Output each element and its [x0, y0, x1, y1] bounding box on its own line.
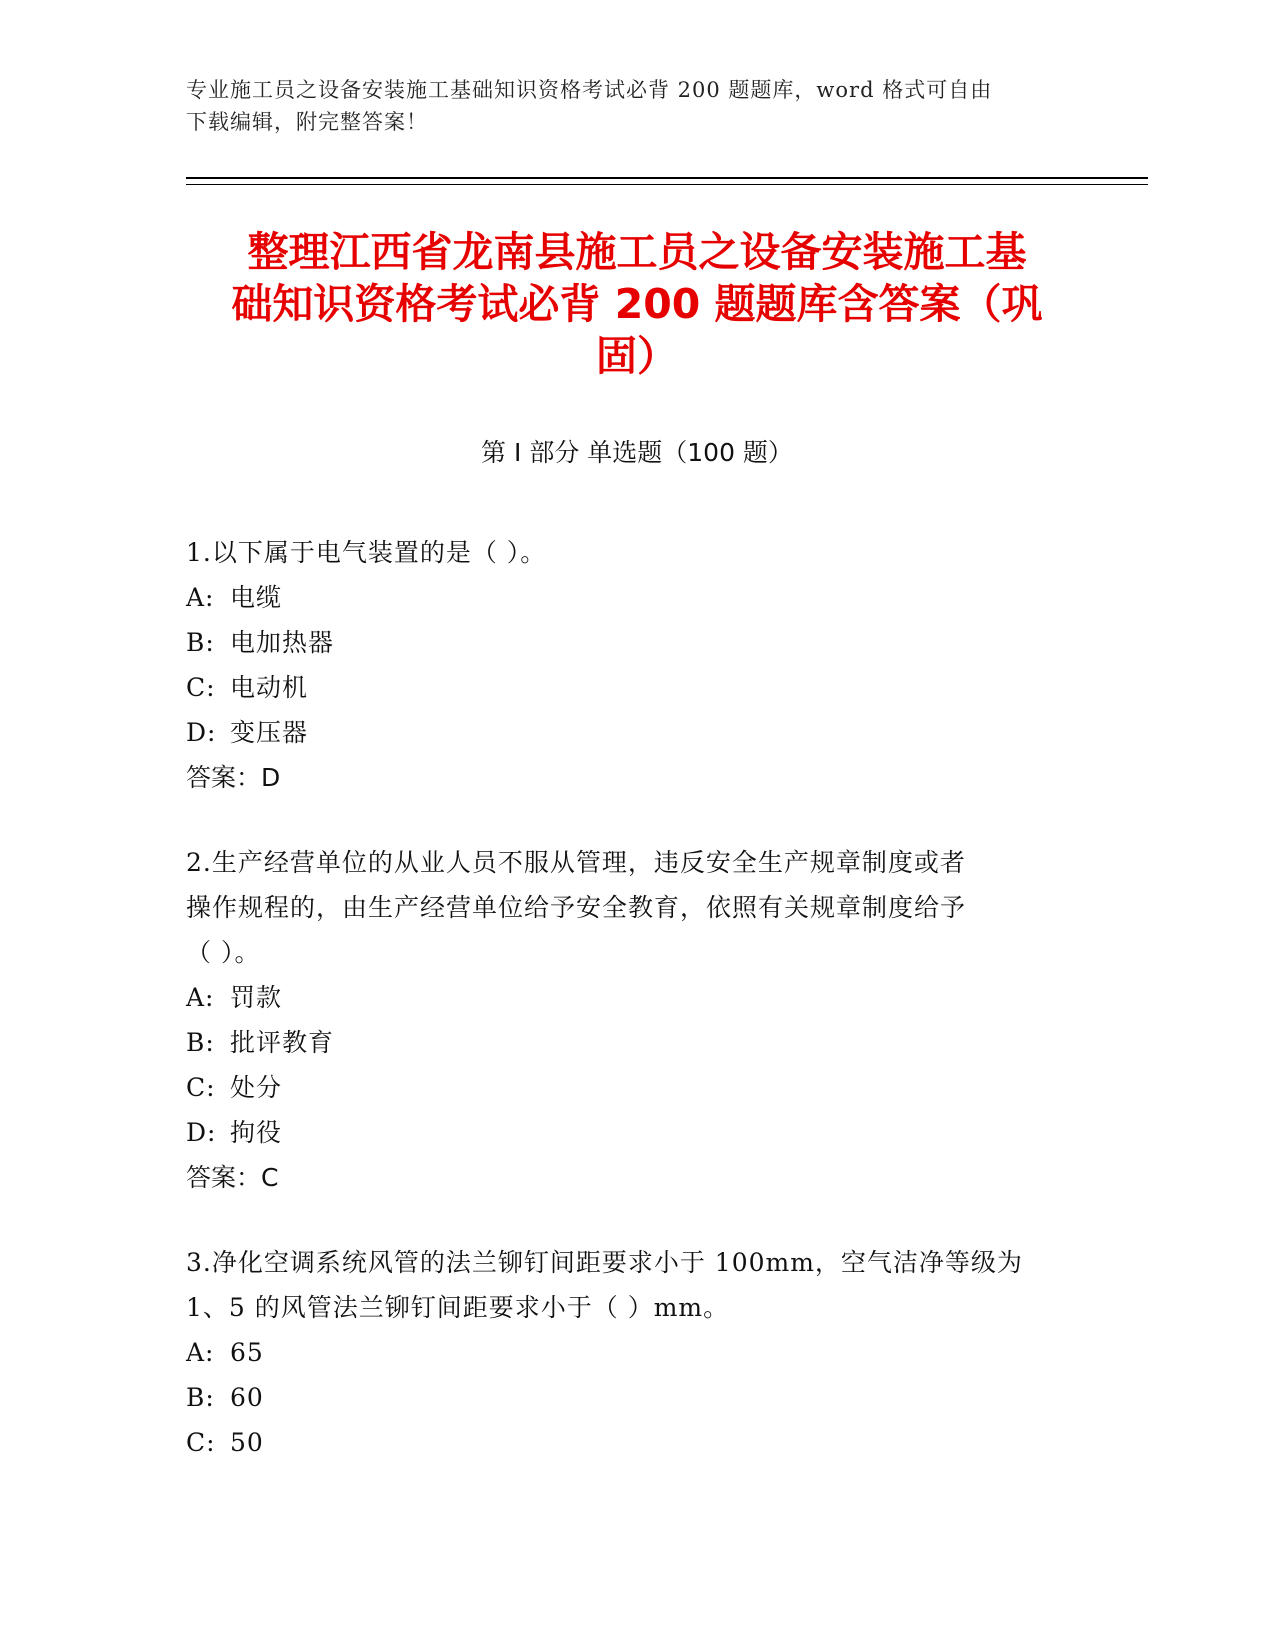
- document-title: [186, 226, 1088, 382]
- option-letter: C:: [186, 673, 216, 702]
- question-1-text: 1.以下属于电气装置的是（ ）。: [186, 538, 547, 567]
- question-3: [186, 1240, 1091, 1465]
- option-text: 罚款: [230, 983, 283, 1012]
- question-2-text-line-2: 操作规程的，由生产经营单位给予安全教育，依照有关规章制度给予: [186, 893, 967, 922]
- title-line-2: 础知识资格考试必背 200 题题库含答案（巩: [231, 280, 1043, 328]
- option-letter: A:: [186, 583, 215, 612]
- option-letter: D:: [186, 718, 217, 747]
- question-2-text-line-1: 2.生产经营单位的从业人员不服从管理，违反安全生产规章制度或者: [186, 848, 966, 877]
- option-text: 变压器: [230, 718, 309, 747]
- header-divider-thin: [186, 184, 1148, 185]
- header-note: [186, 74, 1086, 138]
- question-3-text-line-2: 1、5 的风管法兰铆钉间距要求小于（ ）mm。: [186, 1293, 730, 1322]
- question-list: [186, 530, 1091, 1505]
- question-1: [186, 530, 1091, 800]
- option-text: 50: [230, 1428, 264, 1457]
- question-3-option-c: [186, 1420, 1091, 1465]
- option-text: 处分: [230, 1073, 283, 1102]
- question-1-answer: 答案：D: [186, 763, 281, 792]
- title-line-3: 固）: [596, 332, 678, 380]
- question-1-option-d: [186, 710, 1091, 755]
- option-letter: B:: [186, 628, 215, 657]
- header-note-line-1: 专业施工员之设备安装施工基础知识资格考试必背 200 题题库，word 格式可自由: [186, 78, 993, 102]
- question-3-option-a: [186, 1330, 1091, 1375]
- option-letter: D:: [186, 1118, 217, 1147]
- option-letter: B:: [186, 1383, 215, 1412]
- option-text: 电动机: [230, 673, 309, 702]
- header-note-line-2: 下载编辑，附完整答案！: [186, 110, 428, 134]
- question-2: [186, 840, 1091, 1200]
- question-2-option-c: [186, 1065, 1091, 1110]
- question-2-option-d: [186, 1110, 1091, 1155]
- question-2-option-a: [186, 975, 1091, 1020]
- option-letter: C:: [186, 1428, 216, 1457]
- option-letter: C:: [186, 1073, 216, 1102]
- option-letter: A:: [186, 1338, 215, 1367]
- title-line-1: 整理江西省龙南县施工员之设备安装施工基: [247, 228, 1027, 276]
- option-text: 批评教育: [230, 1028, 335, 1057]
- option-text: 65: [230, 1338, 264, 1367]
- option-letter: A:: [186, 983, 215, 1012]
- section-heading: 第 I 部分 单选题（100 题）: [481, 438, 793, 467]
- question-1-option-b: [186, 620, 1091, 665]
- question-1-option-c: [186, 665, 1091, 710]
- question-1-option-a: [186, 575, 1091, 620]
- question-3-option-b: [186, 1375, 1091, 1420]
- option-text: 电加热器: [230, 628, 335, 657]
- question-3-text-line-1: 3.净化空调系统风管的法兰铆钉间距要求小于 100mm，空气洁净等级为: [186, 1248, 1023, 1277]
- question-2-text-line-3: （ ）。: [186, 938, 261, 967]
- question-2-answer: 答案：C: [186, 1163, 279, 1192]
- question-2-option-b: [186, 1020, 1091, 1065]
- option-text: 60: [230, 1383, 264, 1412]
- option-text: 拘役: [230, 1118, 283, 1147]
- header-divider-thick: [186, 177, 1148, 179]
- option-letter: B:: [186, 1028, 215, 1057]
- option-text: 电缆: [230, 583, 283, 612]
